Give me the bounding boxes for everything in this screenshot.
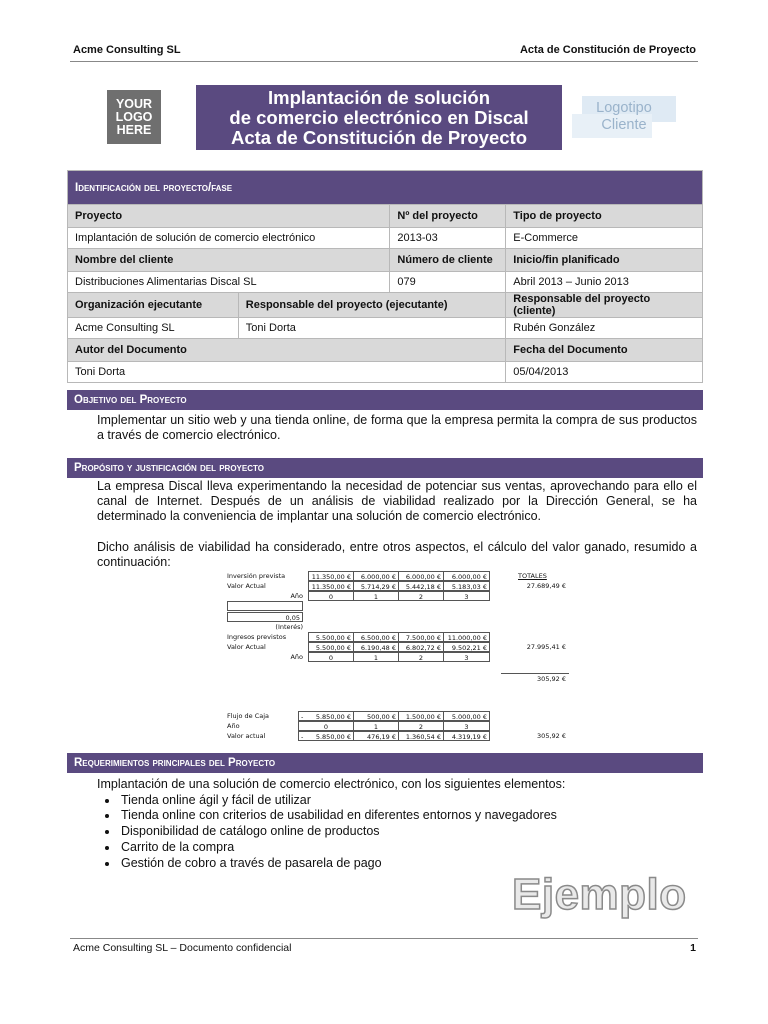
fin-cell: 11.350,00 € (308, 571, 354, 581)
fin-cell: 1 (353, 652, 399, 662)
fin-cell: 7.500,00 € (398, 632, 444, 642)
fin-label: Valor actual (227, 732, 266, 740)
value-autor: Toni Dorta (68, 362, 506, 383)
label-organizacion: Organización ejecutante (68, 293, 239, 318)
logo-line: YOUR (115, 96, 153, 111)
row-valor-actual-2 (225, 642, 570, 652)
label-responsable-ejecutante: Responsable del proyecto (ejecutante) (238, 293, 506, 318)
section-title-identificacion: Identificación del proyecto/fase (68, 171, 703, 205)
valor-ganado-table (225, 571, 570, 741)
value-fecha: 05/04/2013 (506, 362, 703, 383)
fin-total: 27.995,41 € (526, 643, 566, 651)
value-organizacion: Acme Consulting SL (68, 318, 239, 339)
fin-total: 27.689,49 € (526, 582, 566, 590)
fin-interes-label: (Interés) (275, 623, 303, 631)
value-tipo-proyecto: E-Commerce (506, 228, 703, 249)
fin-label: Valor Actual (227, 643, 266, 651)
fin-cell: 1.360,54 € (398, 731, 444, 741)
fin-totales-label: TOTALES (518, 572, 547, 580)
fin-cell (298, 731, 354, 741)
logo-line: LOGO (115, 109, 153, 124)
fin-cell: 6.000,00 € (398, 571, 444, 581)
fin-cell: 4.319,19 € (443, 731, 490, 741)
fin-cell: 0 (308, 591, 354, 601)
title-line: Implantación de solución (267, 87, 491, 108)
fin-total: 305,92 € (537, 675, 566, 683)
header-divider (70, 61, 698, 62)
fin-cell: 11.350,00 € (308, 581, 354, 591)
label-nombre-cliente: Nombre del cliente (68, 249, 390, 272)
fin-label: Año (290, 653, 303, 661)
fin-cell: 6.500,00 € (353, 632, 399, 642)
client-logo-placeholder (572, 96, 676, 138)
header-company: Acme Consulting SL (73, 44, 181, 56)
value-num-cliente: 079 (390, 272, 506, 293)
requerimientos-intro: Implantación de una solución de comercio electrónico, con los siguientes elementos: (97, 777, 566, 791)
company-logo-placeholder (107, 90, 161, 144)
requerimientos-content (97, 777, 697, 871)
fin-cell: 9.502,21 € (443, 642, 490, 652)
fin-cell: 6.190,48 € (353, 642, 399, 652)
label-num-proyecto: Nº del proyecto (390, 205, 506, 228)
fin-total: 305,92 € (537, 732, 566, 740)
fin-cell: 5.442,18 € (398, 581, 444, 591)
proposito-paragraph-1: La empresa Discal lleva experimentando la necesidad de potenciar sus ventas, aprovechando para ello el canal de Internet. Después de un análisis de viabilidad realizado por la Dirección General, se ha determinado la conveniencia de implantar una solución de comercio electrónico. (97, 479, 697, 523)
client-logo-line: Cliente (601, 117, 647, 133)
label-autor: Autor del Documento (68, 339, 506, 362)
fin-cell: 6.802,72 € (398, 642, 444, 652)
fin-cell: 5.183,03 € (443, 581, 490, 591)
watermark-ejemplo: Ejemplo (512, 870, 687, 919)
label-fecha: Fecha del Documento (506, 339, 703, 362)
list-item: • Carrito de la compra (119, 840, 697, 856)
label-proyecto: Proyecto (68, 205, 390, 228)
fin-cell: 0 (308, 652, 354, 662)
fin-interes-value: 0,05 (227, 612, 303, 622)
fin-cell: 1 (353, 591, 399, 601)
value-nombre-cliente: Distribuciones Alimentarias Discal SL (68, 272, 390, 293)
section-title-proposito: Propósito y justificación del proyecto (67, 458, 703, 478)
label-tipo-proyecto: Tipo de proyecto (506, 205, 703, 228)
fin-label: Año (227, 722, 240, 730)
page-number: 1 (690, 942, 696, 954)
fin-sign: - (301, 713, 304, 721)
list-item: • Disponibilidad de catálogo online de productos (119, 824, 697, 840)
list-item: • Tienda online con criterios de usabilidad en diferentes entornos y navegadores (119, 808, 697, 824)
objetivo-text: Implementar un sitio web y una tienda online, de forma que la empresa permita la compra de sus productos a través de comercio electrónico. (97, 413, 697, 442)
fin-cell-value: 5.850,00 € (315, 713, 351, 721)
logo-line: HERE (116, 122, 152, 137)
title-line: de comercio electrónico en Discal (229, 107, 529, 128)
row-interes-value (225, 612, 570, 622)
label-num-cliente: Número de cliente (390, 249, 506, 272)
fin-cell: 5.714,29 € (353, 581, 399, 591)
fin-cell: 2 (398, 591, 444, 601)
label-inicio-fin: Inicio/fin planificado (506, 249, 703, 272)
row-interes-label (225, 622, 570, 632)
fin-cell: 2 (398, 721, 444, 731)
footer-text: Acme Consulting SL – Documento confidencial (73, 942, 292, 954)
requerimientos-list (97, 793, 697, 872)
row-diff (225, 674, 570, 684)
row-spacer (225, 684, 570, 711)
list-item: • Tienda online ágil y fácil de utilizar (119, 793, 697, 809)
fin-empty-cell (227, 601, 303, 611)
row-ingresos (225, 632, 570, 642)
row-valor-actual-1 (225, 581, 570, 591)
row-ano-3 (225, 721, 570, 731)
fin-cell: 1.500,00 € (398, 711, 444, 721)
fin-label: Inversión prevista (227, 572, 286, 580)
fin-cell: 6.000,00 € (353, 571, 399, 581)
fin-cell: 11.000,00 € (443, 632, 490, 642)
fin-label: Ingresos previstos (227, 633, 287, 641)
value-responsable-ejecutante: Toni Dorta (238, 318, 506, 339)
row-ano-1 (225, 591, 570, 601)
label-responsable-cliente: Responsable del proyecto (cliente) (506, 293, 703, 318)
title-line: Acta de Constitución de Proyecto (230, 127, 528, 148)
header-doc-title: Acta de Constitución de Proyecto (519, 44, 696, 56)
list-item: • Gestión de cobro a través de pasarela de pago (119, 856, 697, 872)
row-spacer (225, 662, 570, 674)
fin-cell: 5.000,00 € (443, 711, 490, 721)
fin-cell: 3 (443, 721, 490, 731)
fin-cell: 1 (353, 721, 399, 731)
section-title-objetivo: Objetivo del Proyecto (67, 390, 703, 410)
row-valor-actual-3 (225, 731, 570, 741)
row-ano-2 (225, 652, 570, 662)
fin-label: Año (290, 592, 303, 600)
section-title-requerimientos: Requerimientos principales del Proyecto (67, 753, 703, 773)
fin-sign: - (301, 733, 304, 741)
client-logo-line: Logotipo (596, 100, 652, 116)
document-title (196, 85, 562, 150)
row-inversion (225, 571, 570, 581)
fin-cell: 6.000,00 € (443, 571, 490, 581)
proposito-paragraph-2: Dicho análisis de viabilidad ha considerado, entre otros aspectos, el cálculo del valor ganado, resumido a continuación: (97, 540, 697, 569)
fin-cell-value: 5.850,00 € (315, 733, 351, 741)
fin-cell: 2 (398, 652, 444, 662)
fin-cell: 3 (443, 591, 490, 601)
fin-cell (298, 711, 354, 721)
value-inicio-fin: Abril 2013 – Junio 2013 (506, 272, 703, 293)
fin-cell: 5.500,00 € (308, 642, 354, 652)
identification-table (67, 170, 703, 383)
fin-cell: 500,00 € (353, 711, 399, 721)
fin-label: Valor Actual (227, 582, 266, 590)
row-blank (225, 601, 570, 612)
fin-cell: 3 (443, 652, 490, 662)
fin-cell: 5.500,00 € (308, 632, 354, 642)
fin-cell: 0 (298, 721, 354, 731)
value-num-proyecto: 2013-03 (390, 228, 506, 249)
fin-label: Flujo de Caja (227, 712, 270, 720)
fin-cell: 476,19 € (353, 731, 399, 741)
footer-divider (70, 938, 698, 939)
value-proyecto: Implantación de solución de comercio electrónico (68, 228, 390, 249)
row-flujo (225, 711, 570, 721)
value-responsable-cliente: Rubén González (506, 318, 703, 339)
